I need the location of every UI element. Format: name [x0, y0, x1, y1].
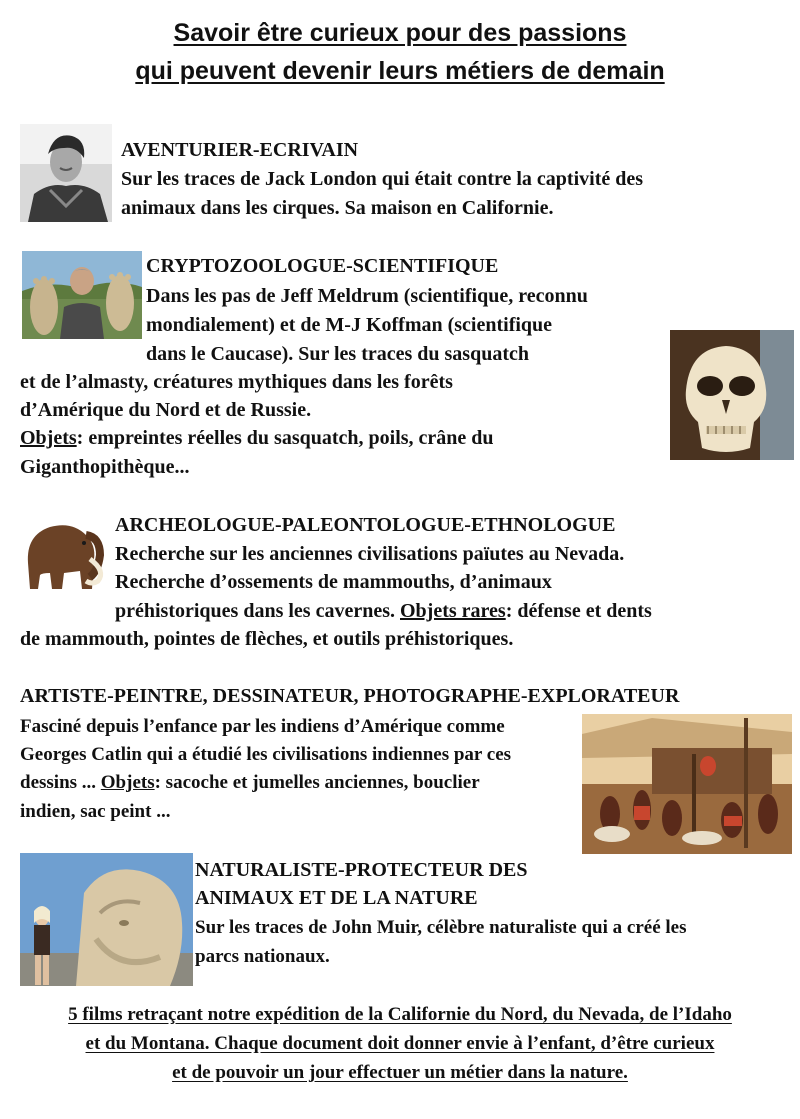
archeo-text-line-2: Recherche d’ossements de mammouths, d’animaux	[115, 571, 552, 593]
artiste-text-line-3	[20, 770, 480, 796]
crypto-objects-label: Objets	[20, 427, 77, 449]
mammoth-icon	[20, 515, 110, 592]
aventurier-text-line-2: animaux dans les cirques. Sa maison en Californie.	[121, 197, 554, 219]
footer-line-2: et du Montana. Chaque document doit donner envie à l’enfant, d’être curieux	[85, 1033, 715, 1054]
naturaliste-text-line-2: parcs nationaux.	[195, 946, 330, 967]
footer-line-3: et de pouvoir un jour effectuer un métier dans la nature.	[172, 1062, 628, 1083]
crypto-text-line-1: Dans les pas de Jeff Meldrum (scientifique, reconnu	[146, 285, 588, 307]
crypto-text-line-4: et de l’almasty, créatures mythiques dans les forêts	[20, 371, 453, 393]
artiste-text-line-3-start: dessins ...	[20, 772, 101, 793]
footer-text	[0, 1000, 800, 1087]
aventurier-text-line-1: Sur les traces de Jack London qui était contre la captivité des	[121, 168, 644, 190]
title-line-1: Savoir être curieux pour des passions	[173, 19, 627, 47]
heading-artiste: ARTISTE-PEINTRE, DESSINATEUR, PHOTOGRAPHE-EXPLORATEUR	[20, 685, 680, 707]
artiste-text-line-3-end: : sacoche et jumelles anciennes, bouclier	[154, 772, 480, 793]
crypto-objects-line-2: Giganthopithèque...	[20, 456, 190, 478]
heading-naturaliste-line-2: ANIMAUX ET DE LA NATURE	[195, 887, 478, 909]
archeo-text-line-3-start: préhistoriques dans les cavernes.	[115, 600, 400, 622]
crypto-text-line-3: dans le Caucase). Sur les traces du sasquatch	[146, 343, 529, 365]
heading-archeo: ARCHEOLOGUE-PALEONTOLOGUE-ETHNOLOGUE	[115, 514, 616, 536]
archeo-text-line-3	[115, 598, 652, 624]
page-title	[0, 14, 800, 90]
archeo-objects-label: Objets rares	[400, 600, 506, 622]
crypto-text-line-2: mondialement) et de M-J Koffman (scientifique	[146, 314, 553, 336]
catlin-painting-icon	[582, 714, 792, 854]
archeo-text-line-3-end: : défense et dents	[505, 600, 652, 622]
heading-naturaliste-line-1: NATURALISTE-PROTECTEUR DES	[195, 859, 528, 881]
footer-line-1: 5 films retraçant notre expédition de la Californie du Nord, du Nevada, de l’Idaho	[68, 1004, 732, 1025]
artiste-text-line-2: Georges Catlin qui a étudié les civilisations indiennes par ces	[20, 744, 512, 765]
title-line-2: qui peuvent devenir leurs métiers de demain	[135, 57, 665, 85]
naturaliste-text-line-1: Sur les traces de John Muir, célèbre naturaliste qui a créé les	[195, 917, 687, 938]
portrait-photo-icon	[20, 124, 112, 222]
archeo-text-line-1: Recherche sur les anciennes civilisations païutes au Nevada.	[115, 543, 625, 565]
heading-aventurier: AVENTURIER-ECRIVAIN	[121, 139, 359, 161]
artiste-objects-label: Objets	[100, 772, 155, 793]
artiste-text-line-4: indien, sac peint ...	[20, 801, 171, 822]
crypto-objects-text: : empreintes réelles du sasquatch, poils, crâne du	[76, 427, 494, 449]
crypto-text-line-5: d’Amérique du Nord et de Russie.	[20, 399, 312, 421]
archeo-text-line-4: de mammouth, pointes de flèches, et outils préhistoriques.	[20, 628, 514, 650]
john-muir-statue-photo-icon	[20, 853, 193, 986]
artiste-text-line-1: Fasciné depuis l’enfance par les indiens d’Amérique comme	[20, 716, 505, 737]
gigantopithecus-skull-photo-icon	[670, 330, 794, 460]
heading-crypto: CRYPTOZOOLOGUE-SCIENTIFIQUE	[146, 255, 499, 277]
crypto-objects-line-1	[20, 425, 494, 451]
footprint-casts-photo-icon	[22, 251, 142, 339]
